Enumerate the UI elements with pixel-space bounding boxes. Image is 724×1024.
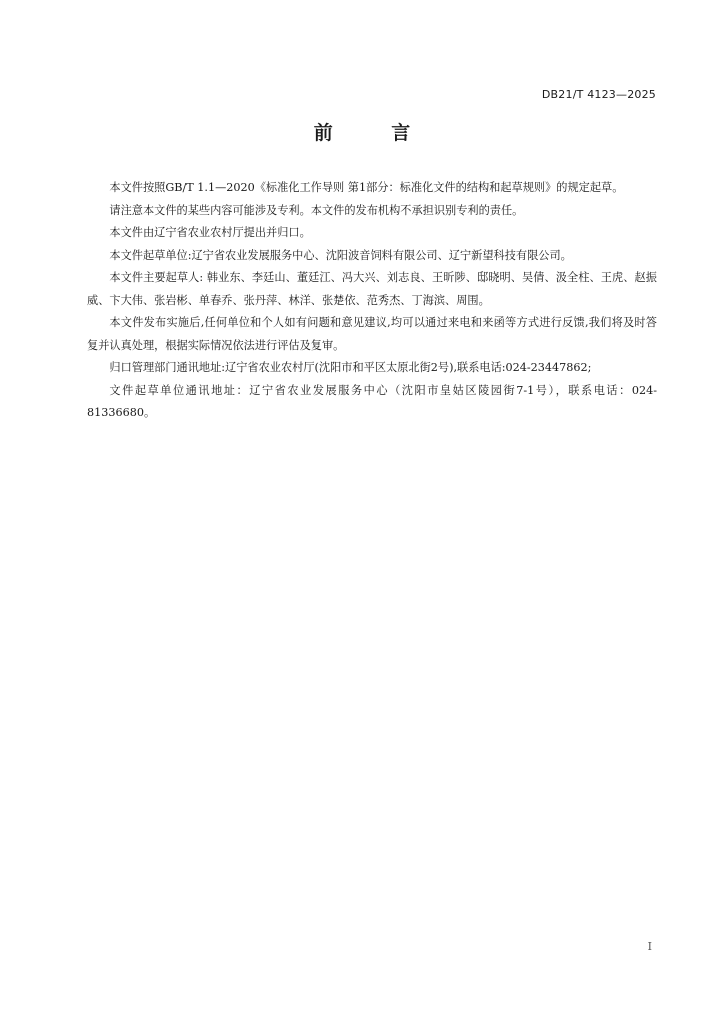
paragraph-drafting-units: 本文件起草单位:辽宁省农业发展服务中心、沈阳波音饲料有限公司、辽宁新望科技有限公司。 [109, 248, 572, 262]
page-title: 前 言 [313, 122, 437, 144]
paragraph-admin-address: 归口管理部门通讯地址:辽宁省农业农村厅(沈阳市和平区太原北街2号),联系电话:024-23447862; [109, 361, 592, 374]
paragraph-drafters: 本文件主要起草人: 韩业东、李廷山、董廷江、冯大兴、刘志良、王昕陟、邸晓明、吴倩、汲全柱、王虎、赵振威、卞大伟、张岩彬、单春乔、张丹萍、林洋、张楚依、范秀杰、丁海滨、周围。 [87, 271, 657, 307]
document-code: DB21/T 4123—2025 [541, 88, 656, 101]
page-number: I [647, 940, 652, 953]
paragraph-proposer: 本文件由辽宁省农业农村厅提出并归口。 [109, 226, 311, 239]
paragraph-feedback: 本文件发布实施后,任何单位和个人如有问题和意见建议,均可以通过来电和来函等方式进行反馈,我们将及时答复并认真处理，根据实际情况依法进行评估及复审。 [87, 316, 657, 352]
paragraph-drafter-address: 文件起草单位通讯地址：辽宁省农业发展服务中心（沈阳市皇姑区陵园街7-1号），联系电话：024-81336680。 [87, 383, 657, 419]
foreword-body [87, 177, 657, 425]
paragraph-patent-notice: 请注意本文件的某些内容可能涉及专利。本文件的发布机构不承担识别专利的责任。 [109, 203, 524, 217]
paragraph-drafting-rules: 本文件按照GB/T 1.1—2020《标准化工作导则 第1部分：标准化文件的结构和起草规则》的规定起草。 [109, 181, 624, 194]
